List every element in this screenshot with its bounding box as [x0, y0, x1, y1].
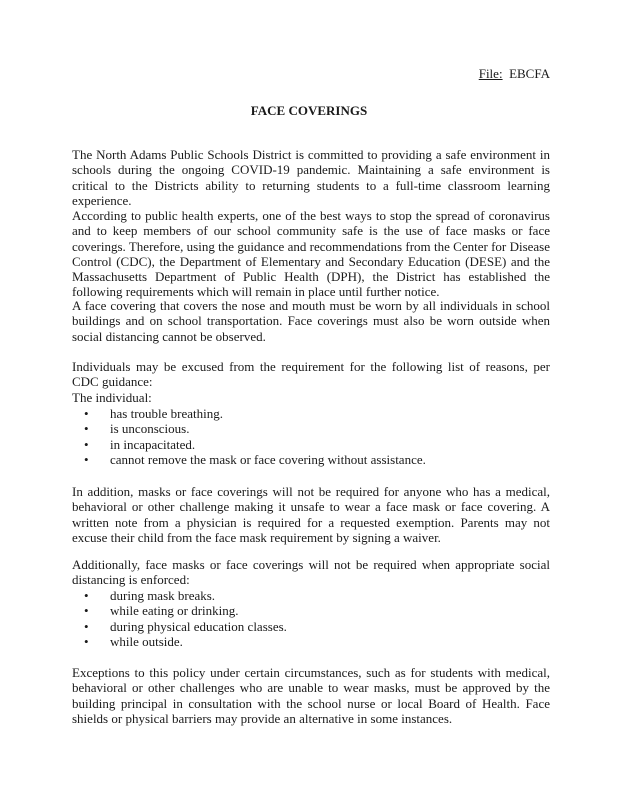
paragraph-requirement: A face covering that covers the nose and mouth must be worn by all individuals in school buildings and on school transportation. Face coverings must also be worn outside when social distancing cannot be observed. [72, 298, 550, 344]
list-item: • during physical education classes. [72, 619, 542, 634]
paragraph-distancing: Additionally, face masks or face coverings will not be required when appropriate social distancing is enforced: [72, 557, 550, 588]
paragraph-commitment: The North Adams Public Schools District is committed to providing a safe environment in schools during the ongoing COVID-19 pandemic. Maintaining a safe environment is critical to the Districts ability to returning students to a full-time classroom learning experience. [72, 147, 550, 208]
file-label: File: [478, 66, 503, 81]
document-title: FACE COVERINGS [250, 103, 368, 118]
file-reference [479, 66, 550, 81]
list-item: • while outside. [72, 634, 542, 649]
paragraph-exceptions: Exceptions to this policy under certain circumstances, such as for students with medical, behavioral or other challenges who are unable to wear masks, must be approved by the building principal in consultation with the school nurse or local Board of Health. Face shields or physical barriers may provide an alternative in some instances. [72, 665, 550, 726]
paragraph-excused: Individuals may be excused from the requirement for the following list of reasons, per CDC guidance: [72, 359, 550, 390]
paragraph-individual-intro: The individual: [72, 390, 152, 405]
distancing-list [72, 588, 542, 649]
file-code: EBCFA [509, 66, 550, 81]
list-item: • while eating or drinking. [72, 603, 542, 618]
individual-reasons-list [72, 406, 542, 467]
list-item: • has trouble breathing. [72, 406, 542, 421]
list-item: • during mask breaks. [72, 588, 542, 603]
list-item: • is unconscious. [72, 421, 542, 436]
paragraph-experts: According to public health experts, one of the best ways to stop the spread of coronavirus and to keep members of our school community safe is the use of face masks or face coverings. Therefore, using the guidance and recommendations from the Center for Disease Control (CDC), the Department of Elementary and Secondary Education (DESE) and the Massachusetts Department of Public Health (DPH), the District has established the following requirements which will remain in place until further notice. [72, 208, 550, 300]
list-item: • cannot remove the mask or face covering without assistance. [72, 452, 542, 467]
list-item: • in incapacitated. [72, 437, 542, 452]
paragraph-medical-exemption: In addition, masks or face coverings will not be required for anyone who has a medical, behavioral or other challenge making it unsafe to wear a face mask or face covering. A written note from a physician is required for a requested exemption. Parents may not excuse their child from the face mask requirement by signing a waiver. [72, 484, 550, 545]
